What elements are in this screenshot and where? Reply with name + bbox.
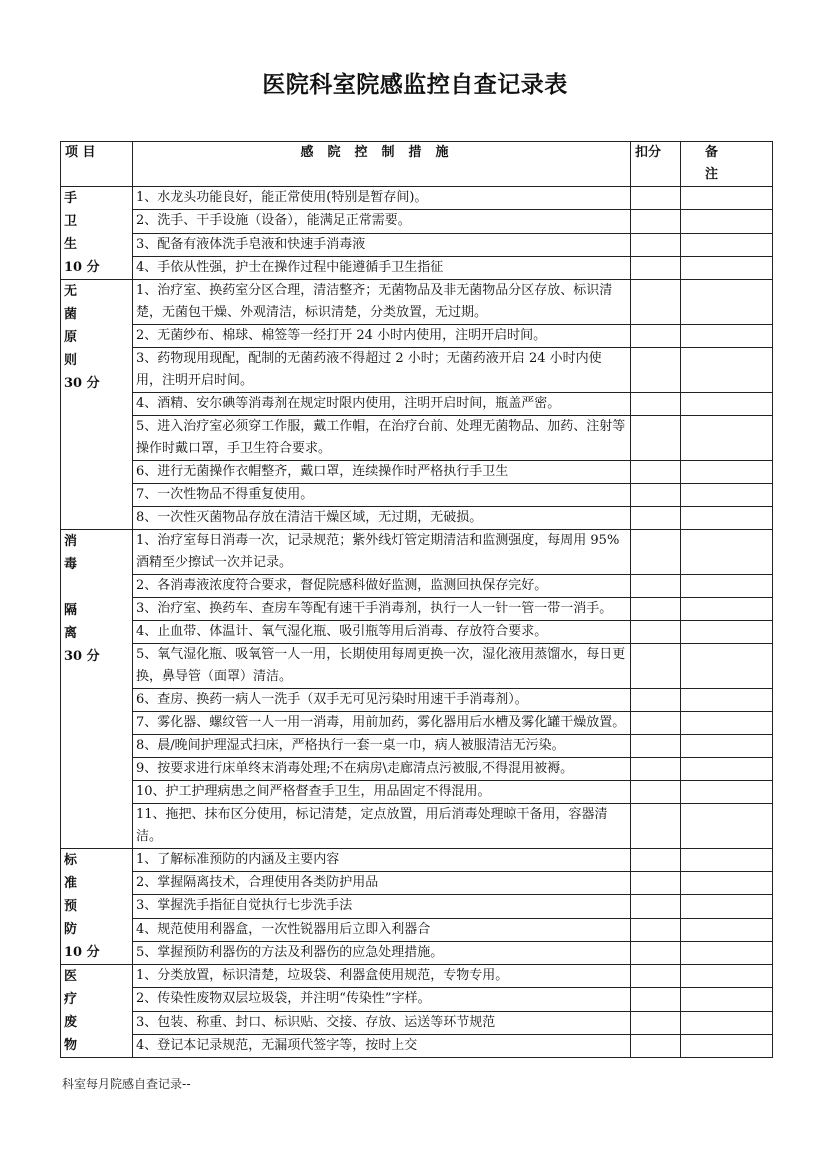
measure-cell: 2、各消毒液浓度符合要求，督促院感科做好监测，监测回执保存完好。 (133, 575, 631, 598)
deduct-cell[interactable] (631, 804, 681, 849)
remark-cell[interactable] (681, 233, 773, 256)
measure-cell: 4、登记本记录规范，无漏项代签字等，按时上交 (133, 1034, 631, 1057)
remark-cell[interactable] (681, 849, 773, 872)
footer-note: 科室每月院感自查记录-- (62, 1077, 191, 1091)
measure-cell: 11、拖把、抹布区分使用，标记清楚，定点放置，用后消毒处理晾干备用，容器清洁。 (133, 804, 631, 849)
category-line: 疗 (64, 992, 78, 1007)
deduct-cell[interactable] (631, 598, 681, 621)
category-line: 隔 (64, 603, 78, 618)
remark-cell[interactable] (681, 256, 773, 279)
deduct-cell[interactable] (631, 689, 681, 712)
category-line: 离 (64, 626, 78, 641)
category-line: 菌 (64, 307, 78, 322)
table-row (61, 689, 773, 712)
category-line: 30 分 (64, 649, 100, 664)
remark-cell[interactable] (681, 187, 773, 210)
category-cell (61, 530, 133, 849)
measure-cell: 5、进入治疗室必须穿工作服，戴工作帽，在治疗台前、处理无菌物品、加药、注射等操作时戴口罩，手卫生符合要求。 (133, 416, 631, 461)
remark-cell[interactable] (681, 530, 773, 575)
table-row (61, 280, 773, 325)
measure-cell: 2、传染性废物双层垃圾袋，并注明“传染性”字样。 (133, 988, 631, 1011)
table-row (61, 965, 773, 988)
remark-cell[interactable] (681, 644, 773, 689)
table-row (61, 461, 773, 484)
category-cell (61, 965, 133, 1058)
deduct-cell[interactable] (631, 1011, 681, 1034)
inspection-table (60, 141, 773, 1058)
measure-cell: 2、洗手、干手设施（设备），能满足正常需要。 (133, 210, 631, 233)
remark-cell[interactable] (681, 895, 773, 918)
measure-cell: 8、晨/晚间护理湿式扫床，严格执行一套一桌一巾，病人被服清洁无污染。 (133, 735, 631, 758)
measure-cell: 1、治疗室每日消毒一次，记录规范；紫外线灯管定期清洁和监测强度，每周用 95%酒精至少擦试一次并记录。 (133, 530, 631, 575)
deduct-cell[interactable] (631, 918, 681, 941)
measure-cell: 1、水龙头功能良好，能正常使用(特别是暂存间)。 (133, 187, 631, 210)
deduct-cell[interactable] (631, 416, 681, 461)
table-row (61, 575, 773, 598)
remark-cell[interactable] (681, 941, 773, 964)
remark-cell[interactable] (681, 461, 773, 484)
category-line: 标 (64, 853, 78, 868)
category-line: 毒 (64, 557, 78, 572)
table-row (61, 781, 773, 804)
header-item: 项 目 (61, 142, 133, 187)
deduct-cell[interactable] (631, 895, 681, 918)
measure-cell: 2、掌握隔离技术，合理使用各类防护用品 (133, 872, 631, 895)
measure-cell: 8、一次性灭菌物品存放在清洁干燥区域，无过期，无破损。 (133, 507, 631, 530)
deduct-cell[interactable] (631, 849, 681, 872)
category-line: 预 (64, 899, 78, 914)
header-measure: 感院控制措施 (133, 142, 631, 187)
measure-cell: 3、掌握洗手指征自觉执行七步洗手法 (133, 895, 631, 918)
category-cell (61, 280, 133, 530)
category-cell (61, 187, 133, 280)
header-remark: 备注 (681, 142, 773, 187)
measure-cell: 1、分类放置，标识清楚，垃圾袋、利器盒使用规范，专物专用。 (133, 965, 631, 988)
measure-cell: 1、了解标准预防的内涵及主要内容 (133, 849, 631, 872)
measure-cell: 3、药物现用现配，配制的无菌药液不得超过 2 小时；无菌药液开启 24 小时内使用，注明开启时间。 (133, 348, 631, 393)
category-line: 10 分 (64, 945, 100, 960)
table-row (61, 758, 773, 781)
remark-cell[interactable] (681, 621, 773, 644)
category-cell (61, 849, 133, 965)
remark-cell[interactable] (681, 758, 773, 781)
remark-cell[interactable] (681, 781, 773, 804)
deduct-cell[interactable] (631, 988, 681, 1011)
measure-cell: 6、进行无菌操作衣帽整齐，戴口罩，连续操作时严格执行手卫生 (133, 461, 631, 484)
deduct-cell[interactable] (631, 187, 681, 210)
measure-cell: 3、治疗室、换药车、查房车等配有速干手消毒剂，执行一人一针一管一带一消手。 (133, 598, 631, 621)
category-line: 卫 (64, 214, 78, 229)
remark-cell[interactable] (681, 507, 773, 530)
deduct-cell[interactable] (631, 530, 681, 575)
category-line: 10 分 (64, 260, 100, 275)
measure-cell: 3、包装、称重、封口、标识贴、交接、存放、运送等环节规范 (133, 1011, 631, 1034)
category-line: 生 (64, 237, 78, 252)
category-line: 手 (64, 191, 78, 206)
remark-cell[interactable] (681, 393, 773, 416)
table-row (61, 393, 773, 416)
category-line: 无 (64, 284, 78, 299)
table-row (61, 210, 773, 233)
remark-cell[interactable] (681, 918, 773, 941)
measure-cell: 10、护工护理病患之间严格督查手卫生，用品固定不得混用。 (133, 781, 631, 804)
table-row (61, 1034, 773, 1057)
table-row (61, 988, 773, 1011)
table-row (61, 507, 773, 530)
category-line: 医 (64, 969, 78, 984)
remark-cell[interactable] (681, 484, 773, 507)
category-line: 则 (64, 353, 78, 368)
remark-cell[interactable] (681, 689, 773, 712)
remark-cell[interactable] (681, 872, 773, 895)
deduct-cell[interactable] (631, 644, 681, 689)
category-line: 原 (64, 330, 78, 345)
remark-cell[interactable] (681, 348, 773, 393)
table-row (61, 1011, 773, 1034)
remark-cell[interactable] (681, 804, 773, 849)
remark-cell[interactable] (681, 1034, 773, 1057)
category-line: 准 (64, 876, 78, 891)
measure-cell: 6、查房、换药一病人一洗手（双手无可见污染时用速干手消毒剂）。 (133, 689, 631, 712)
measure-cell: 4、手依从性强，护士在操作过程中能遵循手卫生指征 (133, 256, 631, 279)
table-row (61, 416, 773, 461)
table-row (61, 530, 773, 575)
measure-cell: 4、止血带、体温计、氧气湿化瓶、吸引瓶等用后消毒、存放符合要求。 (133, 621, 631, 644)
table-row (61, 804, 773, 849)
remark-cell[interactable] (681, 712, 773, 735)
deduct-cell[interactable] (631, 233, 681, 256)
measure-cell: 4、酒精、安尔碘等消毒剂在规定时限内使用，注明开启时间，瓶盖严密。 (133, 393, 631, 416)
table-row (61, 187, 773, 210)
table-body (61, 187, 773, 1058)
category-line: 废 (64, 1015, 78, 1030)
measure-cell: 5、氧气湿化瓶、吸氧管一人一用，长期使用每周更换一次，湿化液用蒸馏水，每日更换，鼻导管（面罩）清洁。 (133, 644, 631, 689)
measure-cell: 2、无菌纱布、棉球、棉签等一经打开 24 小时内使用，注明开启时间。 (133, 325, 631, 348)
category-line: 30 分 (64, 376, 100, 391)
category-line: 物 (64, 1038, 78, 1053)
table-row (61, 256, 773, 279)
table-row (61, 895, 773, 918)
deduct-cell[interactable] (631, 575, 681, 598)
deduct-cell[interactable] (631, 941, 681, 964)
deduct-cell[interactable] (631, 210, 681, 233)
deduct-cell[interactable] (631, 872, 681, 895)
remark-cell[interactable] (681, 575, 773, 598)
measure-cell: 9、按要求进行床单终末消毒处理;不在病房\走廊清点污被服,不得混用被褥。 (133, 758, 631, 781)
deduct-cell[interactable] (631, 256, 681, 279)
measure-cell: 4、规范使用利器盒，一次性锐器用后立即入利器合 (133, 918, 631, 941)
table-row (61, 941, 773, 964)
remark-cell[interactable] (681, 416, 773, 461)
category-line: 防 (64, 922, 78, 937)
measure-cell: 3、配备有液体洗手皂液和快速手消毒液 (133, 233, 631, 256)
remark-cell[interactable] (681, 210, 773, 233)
remark-cell[interactable] (681, 280, 773, 325)
deduct-cell[interactable] (631, 781, 681, 804)
deduct-cell[interactable] (631, 280, 681, 325)
header-deduct: 扣分 (631, 142, 681, 187)
remark-cell[interactable] (681, 988, 773, 1011)
deduct-cell[interactable] (631, 348, 681, 393)
table-row (61, 325, 773, 348)
category-line: 消 (64, 534, 78, 549)
deduct-cell[interactable] (631, 1034, 681, 1057)
deduct-cell[interactable] (631, 484, 681, 507)
table-row (61, 872, 773, 895)
remark-cell[interactable] (681, 735, 773, 758)
page-title: 医院科室院感监控自查记录表 (262, 72, 568, 98)
table-row (61, 348, 773, 393)
deduct-cell[interactable] (631, 965, 681, 988)
category-line (64, 576, 129, 599)
table-row (61, 621, 773, 644)
measure-cell: 7、雾化器、螺纹管一人一用一消毒，用前加药，雾化器用后水槽及雾化罐干燥放置。 (133, 712, 631, 735)
deduct-cell[interactable] (631, 325, 681, 348)
table-row (61, 735, 773, 758)
deduct-cell[interactable] (631, 758, 681, 781)
table-row (61, 233, 773, 256)
measure-cell: 1、治疗室、换药室分区合理，清洁整齐；无菌物品及非无菌物品分区存放、标识清楚，无菌包干燥、外观清洁，标识清楚，分类放置，无过期。 (133, 280, 631, 325)
deduct-cell[interactable] (631, 712, 681, 735)
deduct-cell[interactable] (631, 461, 681, 484)
table-row (61, 598, 773, 621)
table-row (61, 918, 773, 941)
measure-cell: 7、一次性物品不得重复使用。 (133, 484, 631, 507)
table-row (61, 484, 773, 507)
measure-cell: 5、掌握预防利器伤的方法及利器伤的应急处理措施。 (133, 941, 631, 964)
deduct-cell[interactable] (631, 735, 681, 758)
remark-cell[interactable] (681, 1011, 773, 1034)
table-row (61, 712, 773, 735)
table-row (61, 849, 773, 872)
deduct-cell[interactable] (631, 621, 681, 644)
deduct-cell[interactable] (631, 507, 681, 530)
remark-cell[interactable] (681, 325, 773, 348)
remark-cell[interactable] (681, 598, 773, 621)
deduct-cell[interactable] (631, 393, 681, 416)
table-header-row (61, 142, 773, 187)
remark-cell[interactable] (681, 965, 773, 988)
table-row (61, 644, 773, 689)
